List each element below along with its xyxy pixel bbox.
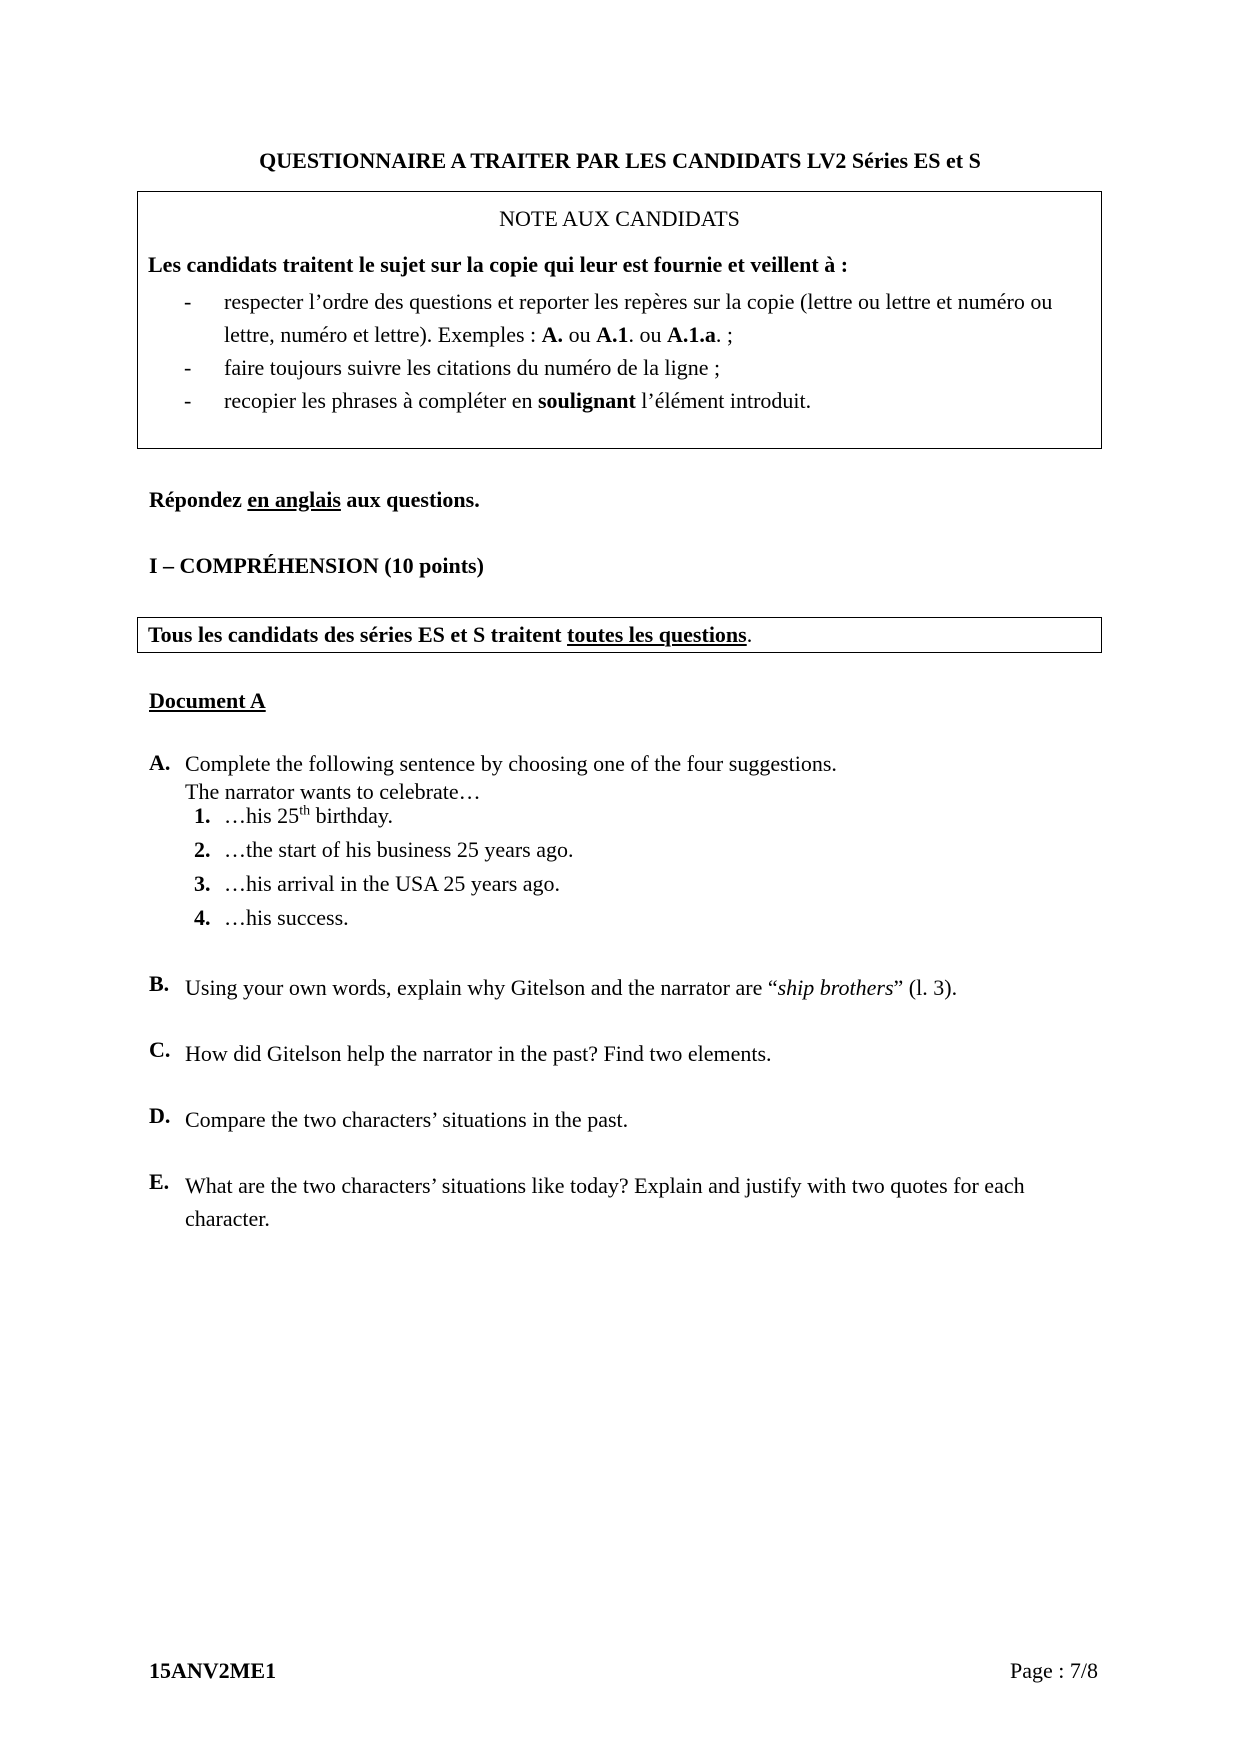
list-dash: -: [184, 289, 192, 314]
document-label: Document A: [149, 688, 266, 713]
question-c: [149, 1037, 1099, 1070]
option-list: [194, 799, 574, 935]
question-letter: E.: [149, 1169, 170, 1194]
question-letter: C.: [149, 1037, 171, 1062]
option-item: 4. …his success.: [194, 905, 349, 930]
question-subtext: The narrator wants to celebrate…: [185, 779, 481, 804]
question-text: Compare the two characters’ situations in the past.: [185, 1107, 629, 1132]
list-dash: -: [184, 355, 192, 380]
question-letter: A.: [149, 750, 171, 775]
answer-instruction: Répondez en anglais aux questions.: [149, 487, 480, 512]
note-heading: NOTE AUX CANDIDATS: [499, 206, 740, 231]
option-item: 3. …his arrival in the USA 25 years ago.: [194, 871, 561, 896]
note-list: [184, 285, 1064, 417]
question-text: What are the two characters’ situations like today? Explain and justify with two quotes for each character.: [185, 1173, 1025, 1231]
note-item-1: - respecter l’ordre des questions et reporter les repères sur la copie (lettre ou lettre et numéro ou lettre, numéro et lettre). Exemples : A. ou A.1. ou A.1.a. ;: [184, 285, 1064, 351]
question-letter: B.: [149, 971, 170, 996]
footer-code: 15ANV2ME1: [149, 1658, 277, 1683]
question-b: B. Using your own words, explain why Gitelson and the narrator are “ship brothers” (l. 3).: [149, 971, 958, 1000]
note-intro: Les candidats traitent le sujet sur la copie qui leur est fournie et veillent à :: [148, 252, 849, 277]
option-item: 1. …his 25th birthday.: [194, 803, 393, 828]
note-item-2: - faire toujours suivre les citations du numéro de la ligne ;: [184, 351, 1064, 384]
question-a: [149, 750, 1099, 806]
page-title: QUESTIONNAIRE A TRAITER PAR LES CANDIDATS LV2 Séries ES et S: [259, 148, 981, 173]
section-heading: I – COMPRÉHENSION (10 points): [149, 553, 484, 578]
all-questions-box: Tous les candidats des séries ES et S traitent toutes les questions.: [137, 617, 1102, 653]
list-dash: -: [184, 388, 192, 413]
note-item-3: - recopier les phrases à compléter en soulignant l’élément introduit.: [184, 384, 1064, 417]
option-item: 2. …the start of his business 25 years ago.: [194, 837, 574, 862]
question-letter: D.: [149, 1103, 171, 1128]
question-text: Complete the following sentence by choosing one of the four suggestions.: [185, 751, 837, 776]
question-text: How did Gitelson help the narrator in the past? Find two elements.: [185, 1041, 772, 1066]
footer-page-number: Page : 7/8: [1010, 1658, 1098, 1683]
question-e: [149, 1169, 1099, 1235]
note-box: [137, 191, 1102, 449]
question-d: [149, 1103, 1099, 1136]
